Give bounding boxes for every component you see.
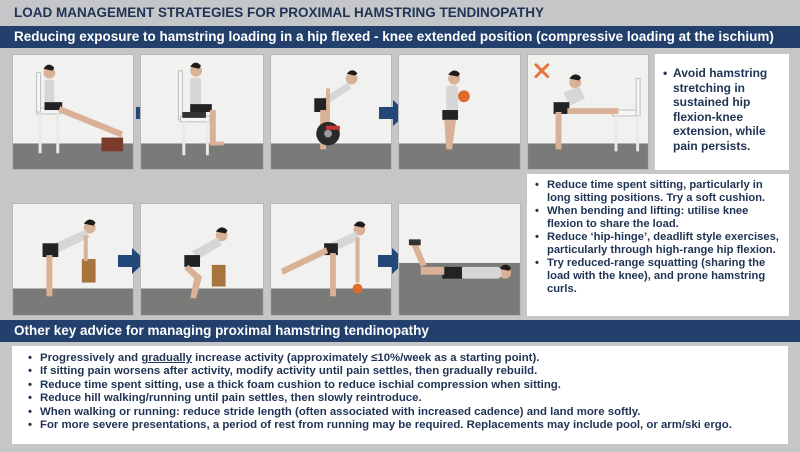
list-item: • Try reduced-range squatting (sharing the load with the knee), and prone hamstring curls. <box>533 257 783 296</box>
advice-list <box>12 346 788 444</box>
load-tips-list <box>527 174 789 316</box>
list-item: • Reduce time spent sitting, use a thick foam cushion to reduce ischial compression when sitting. <box>22 379 778 392</box>
list-item: • Reduce time spent sitting, particularly in long sitting positions. Try a soft cushion. <box>533 179 783 205</box>
photo-squat-kettlebell <box>398 54 521 170</box>
list-item: • When walking or running: reduce stride length (often associated with increased cadence) and land more softly. <box>22 406 778 419</box>
list-item: • Reduce hill walking/running until pain settles, then slowly reintroduce. <box>22 392 778 405</box>
photo-single-leg-deadlift <box>270 203 392 316</box>
section-heading-exposure: Reducing exposure to hamstring loading in a hip flexed - knee extended position (compressive loading at the ischium) <box>0 26 800 48</box>
photo-hamstring-stretch <box>527 54 649 170</box>
photo-deadlift <box>270 54 392 170</box>
photo-upright-sitting-cushion <box>140 54 264 170</box>
list-item: • For more severe presentations, a period of rest from running may be required. Replacements may include pool, or arm/ski ergo. <box>22 419 778 432</box>
note-text: • Avoid hamstring stretching in sustained hip flexion-knee extension, while pain persists. <box>661 66 783 153</box>
section-heading-other-advice: Other key advice for managing proximal hamstring tendinopathy <box>0 320 800 342</box>
list-item: • When bending and lifting: utilise knee flexion to share the load. <box>533 205 783 231</box>
page-title: LOAD MANAGEMENT STRATEGIES FOR PROXIMAL HAMSTRING TENDINOPATHY <box>0 0 800 26</box>
avoid-stretching-note <box>655 54 789 170</box>
photo-prone-hamstring-curl <box>398 203 521 316</box>
photo-knee-bend-lift <box>140 203 264 316</box>
photo-hip-hinge-lift <box>12 203 134 316</box>
list-item: • If sitting pain worsens after activity, modify activity until pain settles, then gradually rebuild. <box>22 365 778 378</box>
list-item: • Reduce ‘hip-hinge’, deadlift style exercises, particularly through high-range hip flexion. <box>533 231 783 257</box>
list-item: • Progressively and gradually increase activity (approximately ≤10%/week as a starting point). <box>22 352 778 365</box>
photo-long-sitting <box>12 54 134 170</box>
underlined-word: gradually <box>141 352 192 364</box>
